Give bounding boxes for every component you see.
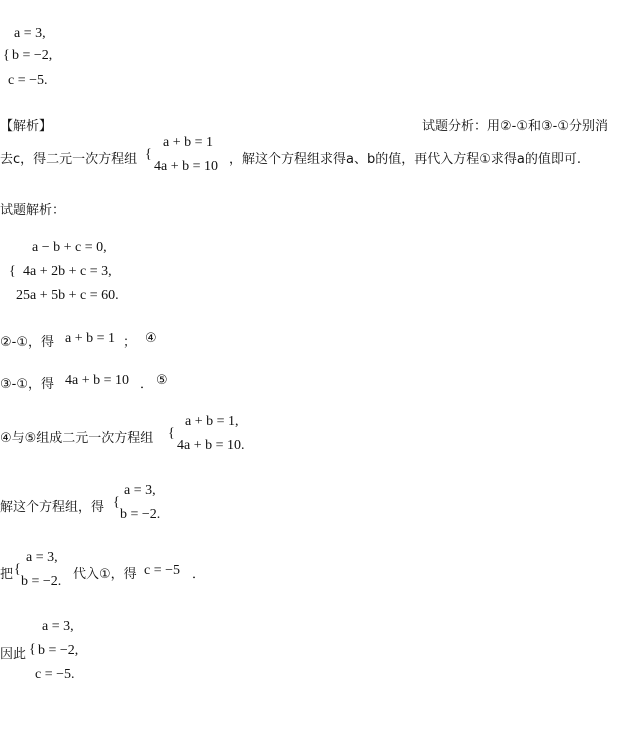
conclusion-prefix: 因此 (0, 647, 27, 662)
top-system-line-3: c = −5. (8, 73, 48, 88)
step3-brace: { (168, 426, 175, 441)
top-system-line-2: b = −2, (12, 48, 53, 63)
step3-text: ④与⑤组成二元一次方程组 (0, 431, 154, 446)
step4-brace: { (113, 495, 120, 510)
step5-suffix: ． (192, 567, 206, 582)
analysis-brace: { (145, 147, 152, 162)
system3-line-1: a − b + c = 0, (32, 240, 107, 255)
top-system-line-1: a = 3, (14, 26, 46, 41)
conclusion-line-3: c = −5. (35, 667, 75, 682)
top-system-brace: { (3, 48, 10, 63)
analysis-heading: 【解析】 (0, 119, 53, 134)
analysis-line2-suffix: ，解这个方程组求得a、b的值，再代入方程①求得a的值即可. (229, 152, 581, 167)
conclusion-brace: { (29, 642, 36, 657)
system3-line-2: 4a + 2b + c = 3, (23, 264, 112, 279)
analysis-line2-prefix: 去c，得二元一次方程组 (0, 152, 138, 167)
analysis-label-right: 试题分析：用②-①和③-①分别消 (422, 119, 608, 134)
step5-middle: 代入①，得 (73, 567, 137, 582)
step5-line-2: b = −2. (21, 574, 62, 589)
system3-brace: { (9, 264, 16, 279)
step5-prefix: 把 (0, 567, 14, 582)
step4-line-2: b = −2. (120, 507, 161, 522)
conclusion-line-2: b = −2, (38, 643, 79, 658)
step2-text: ③-①，得 (0, 377, 54, 392)
step2-math: 4a + b = 10 (65, 373, 130, 388)
step5-math: c = −5 (144, 563, 181, 578)
step1-text: ②-①，得 (0, 335, 54, 350)
step2-marker: ⑤ (156, 373, 168, 388)
step1-math: a + b = 1 (65, 331, 116, 346)
step3-line-1: a + b = 1, (185, 414, 239, 429)
step5-brace: { (14, 562, 21, 577)
solution-heading: 试题解析： (0, 203, 66, 218)
analysis-system-line-1: a + b = 1 (163, 135, 214, 150)
step1-marker: ④ (145, 331, 157, 346)
step4-line-1: a = 3, (124, 483, 156, 498)
system3-line-3: 25a + 5b + c = 60. (16, 288, 119, 303)
step4-text: 解这个方程组，得 (0, 500, 105, 515)
conclusion-line-1: a = 3, (42, 619, 74, 634)
step2-suffix: ． (140, 377, 154, 392)
step5-line-1: a = 3, (26, 550, 58, 565)
analysis-system-line-2: 4a + b = 10 (154, 159, 219, 174)
step1-suffix: ； (123, 335, 137, 350)
step3-line-2: 4a + b = 10. (177, 438, 245, 453)
